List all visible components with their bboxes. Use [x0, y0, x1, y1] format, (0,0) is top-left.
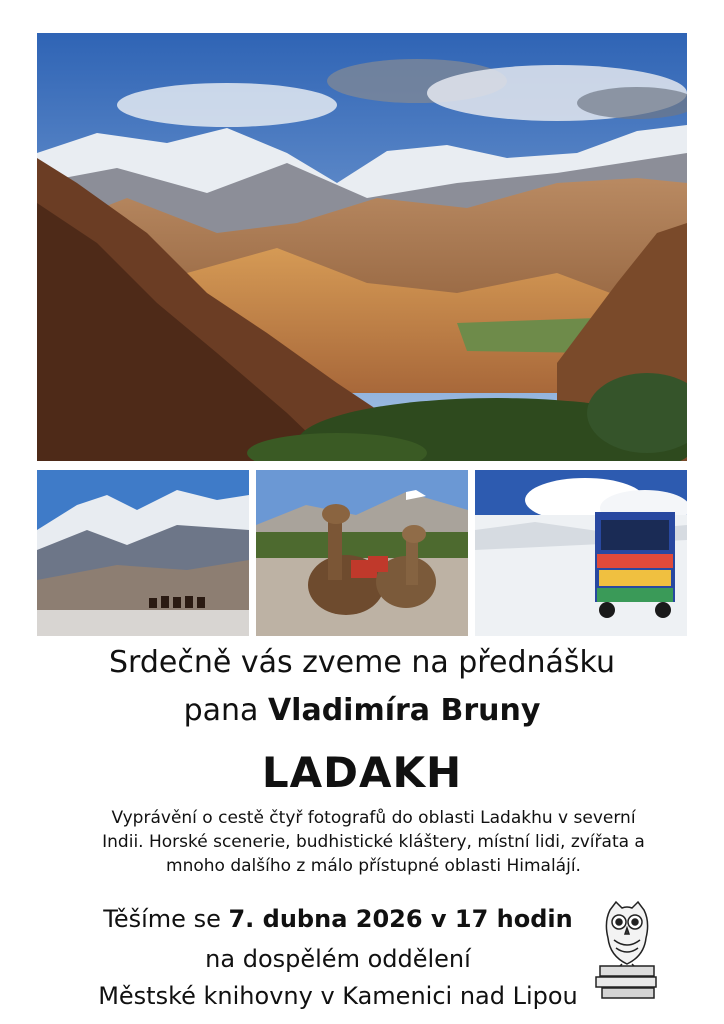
speaker-prefix: pana	[183, 693, 268, 728]
description-line: Indii. Horské scenerie, budhistické kláštery, místní lidi, zvířata a	[102, 832, 645, 852]
event-department: na dospělém oddělení	[205, 945, 471, 973]
description-line: mnoho dalšího z málo přístupné oblasti Himalájí.	[166, 856, 581, 876]
owl-on-books-logo	[592, 898, 662, 1002]
date-prefix: Těšíme se	[103, 905, 229, 933]
invitation-line: Srdečně vás zveme na přednášku	[109, 645, 615, 680]
event-datetime: 7. dubna 2026 v 17 hodin	[228, 905, 573, 933]
event-library: Městské knihovny v Kamenici nad Lipou	[98, 982, 578, 1010]
description-line: Vyprávění o cestě čtyř fotografů do oblasti Ladakhu v severní	[111, 808, 636, 828]
event-description	[86, 806, 661, 878]
camels-photo	[256, 470, 468, 636]
event-title: LADAKH	[261, 748, 463, 797]
camel-caravan-photo	[37, 470, 249, 636]
speaker-name: Vladimíra Bruny	[267, 693, 541, 728]
truck-in-snow-photo	[475, 470, 687, 636]
mountain-valley-photo	[37, 33, 687, 461]
speaker-line	[0, 693, 724, 728]
